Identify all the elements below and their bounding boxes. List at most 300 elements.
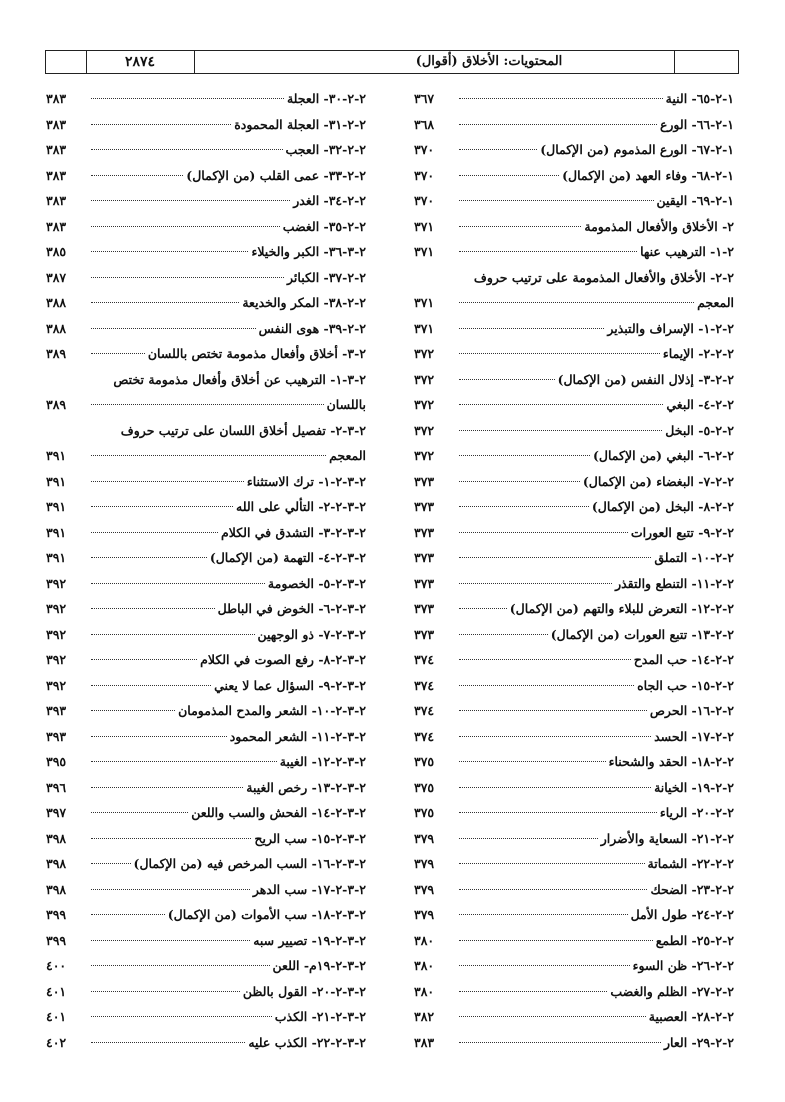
toc-entry <box>46 214 366 240</box>
toc-entry-page: ٣٧٢ <box>414 371 435 387</box>
dot-leader <box>459 302 694 303</box>
toc-entry <box>46 826 366 852</box>
toc-entry-page: ٣٧٢ <box>414 346 435 361</box>
toc-entry-title: ٢-٣-٢- تفصيل أخلاق اللسان على ترتيب حروف <box>120 422 366 438</box>
dot-leader <box>91 736 227 737</box>
toc-entry <box>414 698 734 724</box>
toc-entry <box>46 622 366 648</box>
toc-entry-page: ٣٧٥ <box>414 754 435 769</box>
toc-entry-title: ٢-٢-٢٤- طول الأمل <box>630 907 734 922</box>
dot-leader <box>91 863 131 864</box>
dot-leader <box>459 812 657 813</box>
toc-entry-page: ٣٨٢ <box>414 1009 435 1024</box>
toc-entry <box>46 800 366 826</box>
toc-entry <box>414 571 734 597</box>
dot-leader <box>91 787 243 788</box>
toc-entry <box>414 443 734 469</box>
toc-entry-title: ٢-٢-٣- إذلال النفس (من الإكمال) <box>557 371 734 387</box>
toc-entry-page: ٣٩٢ <box>46 677 67 693</box>
toc-entry <box>46 86 366 112</box>
toc-entry <box>414 749 734 775</box>
toc-entry <box>46 265 366 291</box>
toc-entry <box>414 341 734 367</box>
toc-entry-page: ٣٧٩ <box>414 856 435 871</box>
header-cell <box>194 51 304 73</box>
toc-entry-title: ٢-٢-١٧- الحسد <box>654 728 734 744</box>
toc-entry-title: ٢-٢-١- الإسراف والتبذير <box>607 320 734 336</box>
toc-entry-page: ٣٩٨ <box>46 830 67 846</box>
dot-leader <box>459 226 581 227</box>
toc-entry-page: ٣٧٣ <box>414 575 435 591</box>
toc-entry <box>414 214 734 240</box>
toc-entry <box>414 239 734 265</box>
toc-entry <box>414 520 734 546</box>
dot-leader <box>91 404 324 405</box>
toc-entry <box>46 979 366 1005</box>
dot-leader <box>91 991 240 992</box>
toc-entry-title: ٢-٣-٢-١٧- سب الدهر <box>252 881 366 897</box>
toc-entry-page: ٣٨٠ <box>414 958 435 973</box>
toc-entry <box>414 647 734 673</box>
toc-entry <box>414 137 734 163</box>
dot-leader <box>91 634 255 635</box>
toc-entry <box>414 851 734 877</box>
toc-entry-page: ٣٧١ <box>414 244 435 259</box>
toc-entry-page: ٣٩٨ <box>46 881 67 897</box>
toc-entry <box>46 112 366 138</box>
toc-entry-page: ٣٧٣ <box>414 473 435 489</box>
toc-entry-title: ٢-٢-٢٨- العصبية <box>648 1009 734 1024</box>
dot-leader <box>91 455 326 456</box>
toc-entry-page: ٣٩٢ <box>46 626 67 642</box>
toc-entry-title: ٢-٢-٢٢- الشماتة <box>647 856 734 871</box>
toc-entry-page: ٣٩٨ <box>46 856 67 871</box>
dot-leader <box>459 863 645 864</box>
toc-entry-page: ٣٩٧ <box>46 805 67 820</box>
toc-entry-title: ٢-٣-٢-٩- السؤال عما لا يعني <box>214 677 366 693</box>
toc-entry <box>414 418 734 444</box>
toc-entry <box>46 443 366 469</box>
toc-entry-title: ٢-٢-١٦- الحرص <box>649 703 734 718</box>
toc-entry <box>414 1004 734 1030</box>
toc-entry-title: ٢-٢-٢٦- ظن السوء <box>632 958 734 973</box>
toc-entry <box>414 86 734 112</box>
toc-entry-page: ٣٧٠ <box>414 142 435 157</box>
dot-leader <box>91 506 233 507</box>
toc-entry <box>414 290 734 316</box>
dot-leader <box>91 583 265 584</box>
toc-entry-page: ٣٨٣ <box>46 91 67 106</box>
dot-leader <box>91 659 197 660</box>
toc-entry-title: ٢-٣-٢-١٢- الغيبة <box>279 754 366 769</box>
toc-entry-page: ٣٧١ <box>414 295 435 310</box>
toc-entry-page: ٣٨٩ <box>46 346 67 361</box>
toc-entry <box>46 494 366 520</box>
toc-entry-page: ٣٩٣ <box>46 728 67 744</box>
toc-entry-page: ٣٧٩ <box>414 881 435 897</box>
dot-leader <box>459 736 651 737</box>
dot-leader <box>459 251 637 252</box>
toc-entry <box>414 928 734 954</box>
page-header <box>45 50 739 74</box>
toc-entry <box>414 596 734 622</box>
toc-entry <box>414 367 734 393</box>
toc-entry-title: ٢-٣-٢-١٨- سب الأموات (من الإكمال) <box>167 907 366 922</box>
toc-entry <box>46 698 366 724</box>
toc-entry-title: ٢-٢-١٤- حب المدح <box>633 652 734 667</box>
toc-entry <box>46 724 366 750</box>
toc-entry-title: ٢-١- الترهيب عنها <box>640 244 734 259</box>
toc-entry-page: ٣٩٥ <box>46 754 67 769</box>
toc-entry-title: ٢-٢-٣٩- هوى النفس <box>258 320 366 336</box>
dot-leader <box>459 430 662 431</box>
toc-entry-page: ٣٧١ <box>414 218 435 234</box>
toc-entry <box>414 1030 734 1056</box>
dot-leader <box>459 965 630 966</box>
dot-leader <box>91 965 270 966</box>
toc-entry-title: ٢-٢-٣١- العجلة المحمودة <box>234 116 366 132</box>
toc-entry-title: ٢-٢-٣٤- الغدر <box>293 193 366 208</box>
toc-entry-title: ٢-٢- الأخلاق والأفعال المذمومة على ترتيب حروف <box>473 269 734 285</box>
toc-entry-page: ٣٧٩ <box>414 830 435 846</box>
toc-entry-page: ٣٩٢ <box>46 652 67 667</box>
toc-entry-page: ٣٨٣ <box>46 193 67 208</box>
dot-leader <box>91 98 284 99</box>
toc-entry <box>46 647 366 673</box>
toc-entry-page: ٣٩١ <box>46 473 67 489</box>
page-number: ٢٨٧٤ <box>124 54 156 70</box>
toc-entry-page: ٣٧٣ <box>414 499 435 514</box>
dot-leader <box>459 404 663 405</box>
toc-entry-title: ٢-٣-٣٦- الكبر والخيلاء <box>251 244 366 259</box>
toc-entry <box>414 826 734 852</box>
dot-leader <box>459 506 589 507</box>
toc-entry <box>46 596 366 622</box>
toc-entry-title: ١-٢-٦٦- الورع <box>659 116 734 132</box>
toc-entry <box>414 112 734 138</box>
toc-entry-title: ٢-٢-٢٧- الظلم والغضب <box>610 983 734 999</box>
toc-entry-title: ٢-٣-٢-١٦- السب المرخص فيه (من الإكمال) <box>133 856 366 871</box>
toc-entry <box>46 571 366 597</box>
toc-entry <box>46 1004 366 1030</box>
dot-leader <box>459 353 660 354</box>
dot-leader <box>459 1042 661 1043</box>
toc-entry <box>46 290 366 316</box>
dot-leader <box>91 277 284 278</box>
toc-entry <box>46 341 366 367</box>
toc-entry <box>46 673 366 699</box>
toc-entry-page: ٣٨٨ <box>46 320 67 336</box>
dot-leader <box>459 685 634 686</box>
toc-entry-title: ٢-٢-١٨- الحقد والشحناء <box>608 754 734 769</box>
toc-entry <box>414 188 734 214</box>
dot-leader <box>91 175 183 176</box>
dot-leader <box>91 812 188 813</box>
toc-entry-title: ٢-٢-٢٥- الطمع <box>655 932 734 948</box>
toc-entry-page: ٣٨٧ <box>46 269 67 285</box>
toc-entry <box>46 316 366 342</box>
toc-entry-title: ٢-٣-٢-١٠- الشعر والمدح المذمومان <box>178 703 366 718</box>
dot-leader <box>459 838 598 839</box>
dot-leader <box>91 226 280 227</box>
toc-entry-page: ٤٠١ <box>46 1009 67 1024</box>
toc-entry-title: ٢-٢-١٣- تتبع العورات (من الإكمال) <box>550 626 734 642</box>
toc-entry <box>46 392 366 418</box>
toc-entry-page: ٣٦٧ <box>414 91 435 106</box>
dot-leader <box>459 889 647 890</box>
toc-entry-title: ٢-٣-٢-٧- ذو الوجهين <box>257 626 366 642</box>
toc-entry-page: ٣٧٤ <box>414 652 435 667</box>
toc-entry-page: ٣٧٩ <box>414 907 435 922</box>
toc-entry <box>414 775 734 801</box>
toc-entry <box>414 902 734 928</box>
toc-entry-page: ٣٩١ <box>46 524 67 540</box>
toc-entry-page: ٣٨٠ <box>414 932 435 948</box>
toc-entry <box>414 953 734 979</box>
toc-entry-title: ٢-٣-٢-١١- الشعر المحمود <box>229 728 366 744</box>
toc-entry-page: ٣٩٣ <box>46 703 67 718</box>
toc-entry-page: ٣٨٥ <box>46 244 67 259</box>
toc-entry-title: ٢-٢-٣٣- عمى القلب (من الإكمال) <box>186 167 366 183</box>
toc-entry-page: ٣٨٣ <box>46 167 67 183</box>
toc-entry <box>46 469 366 495</box>
toc-entry-page: ٣٧٢ <box>414 422 435 438</box>
dot-leader <box>91 302 239 303</box>
dot-leader <box>459 328 604 329</box>
toc-entry-page: ٤٠٠ <box>46 958 67 973</box>
toc-entry-title: ١-٢-٦٩- اليقين <box>656 193 734 208</box>
toc-entry-page: ٣٩٦ <box>46 779 67 795</box>
toc-entry-title: ٢- الأخلاق والأفعال المذمومة <box>584 218 734 234</box>
dot-leader <box>459 481 580 482</box>
toc-entry-title: ٢-٢-٣٢- العجب <box>285 142 366 157</box>
toc-entry-title: ٢-٣-٢-٥- الخصومة <box>267 575 366 591</box>
toc-entry-title: ١-٢-٦٧- الورع المذموم (من الإكمال) <box>540 142 734 157</box>
toc-entry <box>414 163 734 189</box>
toc-entry-title: ٢-٢-٢١- السعاية والأضرار <box>600 830 734 846</box>
toc-entry-page: ٣٧٢ <box>414 397 435 412</box>
dot-leader <box>459 200 654 201</box>
toc-entry <box>414 724 734 750</box>
toc-entry-title: ٢-٣-٢-٢٢- الكذب عليه <box>248 1034 366 1050</box>
toc-entry-page: ٣٧٥ <box>414 805 435 820</box>
toc-entry-title: ٢-٢-٢٣- الضحك <box>650 881 734 897</box>
toc-entry-page: ٣٩٢ <box>46 601 67 616</box>
dot-leader <box>91 1042 245 1043</box>
toc-entry-page: ٣٧٣ <box>414 626 435 642</box>
toc-right-column <box>414 86 734 1055</box>
dot-leader <box>91 940 250 941</box>
dot-leader <box>91 914 165 915</box>
dot-leader <box>91 251 248 252</box>
toc-entry-page: ٣٩٩ <box>46 907 67 922</box>
toc-entry-title: ٢-٣-٢-٣- التشدق في الكلام <box>221 524 366 540</box>
dot-leader <box>91 608 215 609</box>
toc-entry-page: ٣٨٨ <box>46 295 67 310</box>
toc-entry-title: ٢-٢-١١- التنطع والتقذر <box>615 575 734 591</box>
dot-leader <box>91 328 256 329</box>
dot-leader <box>91 838 251 839</box>
dot-leader <box>459 608 507 609</box>
dot-leader <box>459 149 537 150</box>
dot-leader <box>91 761 277 762</box>
dot-leader <box>459 98 663 99</box>
toc-entry <box>46 775 366 801</box>
dot-leader <box>459 710 647 711</box>
toc-entry-page: ٣٧٠ <box>414 167 435 183</box>
toc-entry-title: ٢-٣-٢-١٤- الفحش والسب واللعن <box>191 805 366 820</box>
toc-entry <box>414 545 734 571</box>
toc-entry-title: ٢-٣-٢-٢- التألي على الله <box>236 499 366 514</box>
toc-entry <box>46 928 366 954</box>
dot-leader <box>91 1016 272 1017</box>
toc-entry-page: ٣٨٠ <box>414 983 435 999</box>
toc-entry-title: ٢-٢-٦- البغي (من الإكمال) <box>592 448 734 463</box>
toc-entry-title: ٢-٢-٥- البخل <box>665 422 734 438</box>
toc-entry-title: ١-٢-٦٥- النية <box>665 91 734 106</box>
toc-entry <box>414 316 734 342</box>
toc-entry-page: ٣٩١ <box>46 499 67 514</box>
toc-entry-title: ٢-٢-٨- البخل (من الإكمال) <box>591 499 734 514</box>
dot-leader <box>459 787 651 788</box>
toc-entry-title: ٢-٣-٢-١٣- رخص الغيبة <box>246 779 366 795</box>
dot-leader <box>91 124 231 125</box>
toc-entry <box>46 851 366 877</box>
toc-entry <box>46 188 366 214</box>
toc-entry <box>414 265 734 291</box>
toc-entry-page: ٣٩٢ <box>46 575 67 591</box>
toc-entry-title: ٢-٢-١٥- حب الجاه <box>637 677 734 693</box>
toc-entry-title: ٢-٣-٢-٤- التهمة (من الإكمال) <box>209 550 366 565</box>
toc-entry-page: ٣٧٣ <box>414 524 435 540</box>
toc-entry-page: ٤٠٢ <box>46 1034 67 1050</box>
toc-entry-page: ٣٧١ <box>414 320 435 336</box>
toc-entry-title: ٢-٣- أخلاق وأفعال مذمومة تختص باللسان <box>147 346 366 361</box>
toc-entry-title: ٢-٣-٢-١٩م- اللعن <box>272 958 366 973</box>
dot-leader <box>459 557 651 558</box>
toc-entry <box>46 520 366 546</box>
dot-leader <box>459 659 631 660</box>
toc-entry-page: ٣٨٣ <box>46 218 67 234</box>
toc-entry-page: ٤٠١ <box>46 983 67 999</box>
toc-entry-page: ٣٨٣ <box>414 1034 435 1050</box>
header-cell <box>46 51 86 73</box>
toc-entry <box>46 163 366 189</box>
dot-leader <box>459 583 612 584</box>
toc-entry-title: ٢-٢-٣٠- العجلة <box>286 91 366 106</box>
toc-entry-title: المعجم <box>697 295 734 310</box>
dot-leader <box>459 761 606 762</box>
dot-leader <box>91 889 250 890</box>
toc-entry <box>46 1030 366 1056</box>
toc-entry <box>414 494 734 520</box>
toc-entry-title: ٢-٢-١٩- الخيانة <box>654 779 734 795</box>
dot-leader <box>91 557 207 558</box>
dot-leader <box>91 200 290 201</box>
toc-left-column <box>46 86 366 1055</box>
toc-entry-title: ٢-٣-٢-٦- الخوض في الباطل <box>217 601 366 616</box>
header-cell <box>674 51 740 73</box>
toc-entry-title: ٢-٢-٢- الإيماء <box>662 346 734 361</box>
toc-entry <box>46 877 366 903</box>
toc-entry-title: ٢-٣-٢-٢٠- القول بالظن <box>242 983 366 999</box>
dot-leader <box>459 991 607 992</box>
toc-entry <box>46 137 366 163</box>
toc-entry-title: ٢-٢-٩- تتبع العورات <box>630 524 734 540</box>
dot-leader <box>91 532 218 533</box>
toc-entry-title: ٢-٢-٣٥- الغضب <box>282 218 366 234</box>
toc-entry-title: ٢-٣-٢-٢١- الكذب <box>274 1009 366 1024</box>
toc-entry-title: ٢-٢-١٠- التملق <box>654 550 734 565</box>
toc-entry-title: ٢-٢-١٢- التعرض للبلاء والتهم (من الإكمال) <box>509 601 734 616</box>
toc-entry-page: ٣٩١ <box>46 448 67 463</box>
toc-entry-title: باللسان <box>326 397 366 412</box>
toc-entry <box>46 902 366 928</box>
toc-entry-title: ٢-٢-٢٠- الرياء <box>659 805 734 820</box>
toc-entry-title: المعجم <box>329 448 366 463</box>
toc-entry-page: ٣٩١ <box>46 550 67 565</box>
dot-leader <box>91 685 211 686</box>
toc-entry <box>414 469 734 495</box>
dot-leader <box>459 914 628 915</box>
toc-entry-page: ٣٦٨ <box>414 116 435 132</box>
toc-entry-page: ٣٨٣ <box>46 142 67 157</box>
toc-entry-title: ٢-٢-٧- البغضاء (من الإكمال) <box>582 473 734 489</box>
toc-entry-page: ٣٩٩ <box>46 932 67 948</box>
toc-entry-page: ٣٧٤ <box>414 703 435 718</box>
toc-entry <box>414 673 734 699</box>
toc-entry-page: ٣٨٣ <box>46 116 67 132</box>
toc-entry-title: ٢-٣-٢-١٥- سب الريح <box>254 830 366 846</box>
dot-leader <box>459 532 628 533</box>
toc-entry <box>414 877 734 903</box>
toc-entry <box>414 392 734 418</box>
dot-leader <box>459 1016 646 1017</box>
toc-entry-title: ٢-٢-٢٩- العار <box>664 1034 734 1050</box>
toc-entry-page: ٣٧٤ <box>414 728 435 744</box>
dot-leader <box>459 175 559 176</box>
dot-leader <box>91 149 283 150</box>
dot-leader <box>459 940 653 941</box>
dot-leader <box>91 353 145 354</box>
toc-entry <box>46 953 366 979</box>
toc-entry-page: ٣٧٤ <box>414 677 435 693</box>
toc-entry <box>46 749 366 775</box>
toc-entry <box>414 622 734 648</box>
dot-leader <box>459 379 555 380</box>
toc-entry-title: ٢-٣-٢-١- ترك الاستثناء <box>246 473 366 489</box>
dot-leader <box>91 710 175 711</box>
toc-entry-title: ٢-٣-٢-١٩- تصيير سبه <box>253 932 366 948</box>
toc-entry-title: ٢-٢-٣٨- المكر والخديعة <box>242 295 366 310</box>
toc-entry <box>46 239 366 265</box>
toc-entry-title: ٢-٢-٣٧- الكبائر <box>287 269 366 285</box>
toc-entry-title: ١-٢-٦٨- وفاء العهد (من الإكمال) <box>562 167 734 183</box>
toc-entry-title: ٢-٢-٤- البغي <box>666 397 734 412</box>
toc-entry-page: ٣٧٣ <box>414 601 435 616</box>
toc-entry <box>414 800 734 826</box>
toc-entry-title: ٢-٣-١- الترهيب عن أخلاق وأفعال مذمومة تختص <box>113 371 366 387</box>
toc-entry <box>414 979 734 1005</box>
toc-entry-page: ٣٧٠ <box>414 193 435 208</box>
dot-leader <box>459 124 657 125</box>
dot-leader <box>459 455 590 456</box>
dot-leader <box>91 481 244 482</box>
toc-entry-title: ٢-٣-٢-٨- رفع الصوت في الكلام <box>200 652 366 667</box>
toc-entry <box>46 545 366 571</box>
dot-leader <box>459 634 548 635</box>
toc-entry <box>46 367 366 393</box>
